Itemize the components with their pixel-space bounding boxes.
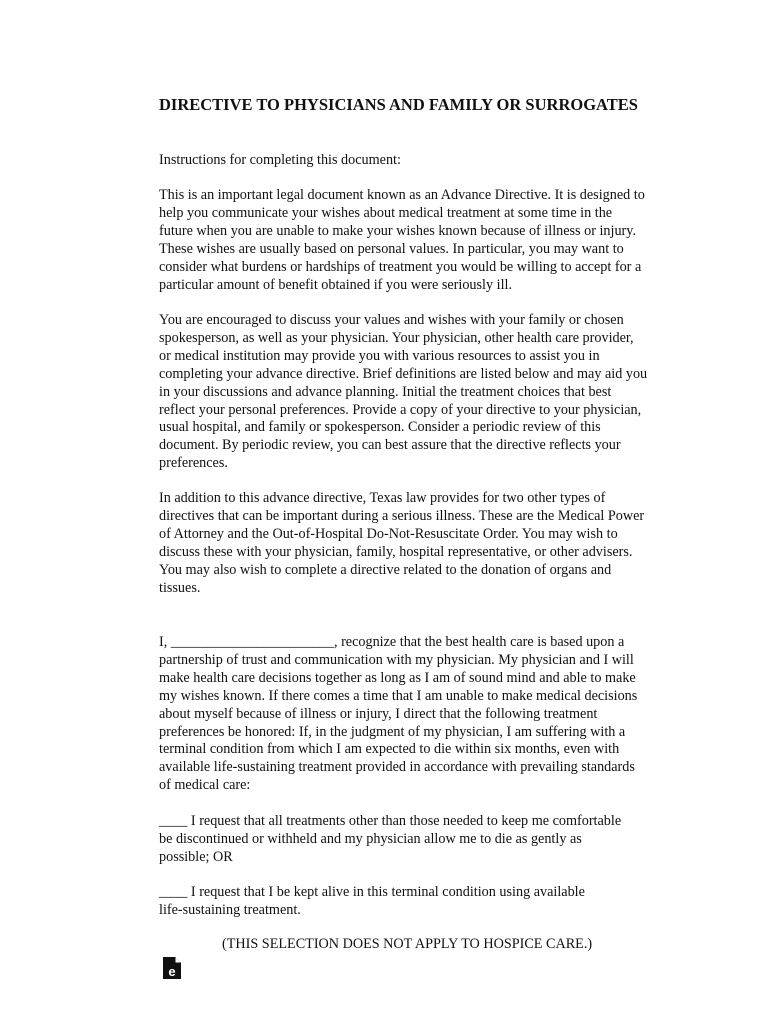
paragraph-discuss-values: You are encouraged to discuss your values and wishes with your family or chosen spokesperson, as well as your physician. Your physician, other health care provider, or medical institution may provide you with various resources to assist you in completing your advance directive. Brief definitions are listed below and may aid you in your discussions and advance planning. Initial the treatment choices that best reflect your personal preferences. Provide a copy of your directive to your physician, usual hospital, and family or spokesperson. Consider a periodic review of this document. By periodic review, you can best assure that the directive reflects your preferences.: [159, 312, 648, 472]
option-discontinue-treatment: ____ I request that all treatments other than those needed to keep me comfortable be discontinued or withheld and my physician allow me to die as gently as possible; OR: [159, 813, 622, 865]
paragraph-advance-directive: This is an important legal document known as an Advance Directive. It is designed to help you communicate your wishes about medical treatment at some time in the future when you are unable to make your wishes known because of illness or injury. These wishes are usually based on personal values. In particular, you may want to consider what burdens or hardships of treatment you would be willing to accept for a particular amount of benefit obtained if you were seriously ill.: [159, 187, 645, 293]
hospice-care-note: (THIS SELECTION DOES NOT APPLY TO HOSPICE CARE.): [222, 936, 593, 952]
document-title: DIRECTIVE TO PHYSICIANS AND FAMILY OR SURROGATES: [159, 95, 638, 114]
eforms-logo-icon: [162, 956, 182, 980]
instructions-heading: Instructions for completing this document:: [159, 152, 401, 168]
declaration-paragraph: I, _______________________, recognize that the best health care is based upon a partnership of trust and communication with my physician. My physician and I will make health care decisions together as long as I am of sound mind and able to make my wishes known. If there comes a time that I am unable to make medical decisions about myself because of illness or injury, I direct that the following treatment preferences be honored: If, in the judgment of my physician, I am suffering with a terminal condition from which I am expected to die within six months, even with available life-sustaining treatment provided in accordance with prevailing standards of medical care:: [159, 634, 638, 794]
option-kept-alive: ____ I request that I be kept alive in this terminal condition using available life-sustaining treatment.: [159, 884, 585, 918]
paragraph-texas-law: In addition to this advance directive, Texas law provides for two other types of directives that can be important during a serious illness. These are the Medical Power of Attorney and the Out-of-Hospital Do-Not-Resuscitate Order. You may wish to discuss these with your physician, family, hospital representative, or other advisers. You may also wish to complete a directive related to the donation of organs and tissues.: [159, 490, 645, 596]
logo-letter: e: [168, 964, 176, 979]
